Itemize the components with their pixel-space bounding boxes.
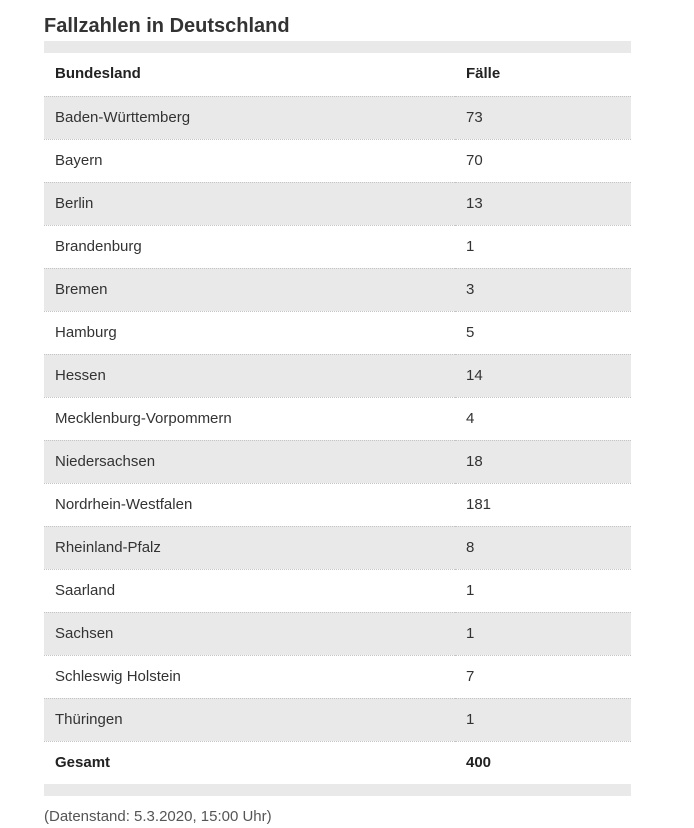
- table-row: [44, 483, 631, 526]
- cases-cell: 18: [455, 440, 631, 483]
- table-header-row: [44, 53, 631, 96]
- table-row: [44, 225, 631, 268]
- cases-cell: 5: [455, 311, 631, 354]
- cases-cell: 13: [455, 182, 631, 225]
- state-cell: Nordrhein-Westfalen: [44, 483, 455, 526]
- state-cell: Baden-Württemberg: [44, 96, 455, 139]
- cases-cell: 70: [455, 139, 631, 182]
- table-top-band: [44, 41, 631, 53]
- state-cell: Mecklenburg-Vorpommern: [44, 397, 455, 440]
- cases-cell: 8: [455, 526, 631, 569]
- cases-cell: 73: [455, 96, 631, 139]
- table-row: [44, 96, 631, 139]
- cases-cell: 7: [455, 655, 631, 698]
- state-cell: Rheinland-Pfalz: [44, 526, 455, 569]
- total-cases: 400: [455, 741, 631, 784]
- page-title: Fallzahlen in Deutschland: [44, 15, 290, 37]
- table-row: [44, 397, 631, 440]
- state-cell: Hessen: [44, 354, 455, 397]
- state-cell: Niedersachsen: [44, 440, 455, 483]
- cases-cell: 14: [455, 354, 631, 397]
- column-header-faelle: Fälle: [455, 53, 631, 96]
- table-row: [44, 526, 631, 569]
- data-status-note: (Datenstand: 5.3.2020, 15:00 Uhr): [44, 808, 272, 825]
- cases-cell: 181: [455, 483, 631, 526]
- state-cell: Berlin: [44, 182, 455, 225]
- case-table-container: [44, 41, 631, 796]
- case-table: [44, 53, 631, 784]
- cases-cell: 1: [455, 225, 631, 268]
- column-header-bundesland: Bundesland: [44, 53, 455, 96]
- table-bottom-band: [44, 784, 631, 796]
- table-row: [44, 182, 631, 225]
- table-row: [44, 311, 631, 354]
- cases-cell: 4: [455, 397, 631, 440]
- total-row: [44, 741, 631, 784]
- total-label: Gesamt: [44, 741, 455, 784]
- table-row: [44, 268, 631, 311]
- cases-cell: 1: [455, 612, 631, 655]
- state-cell: Bremen: [44, 268, 455, 311]
- state-cell: Schleswig Holstein: [44, 655, 455, 698]
- state-cell: Bayern: [44, 139, 455, 182]
- state-cell: Saarland: [44, 569, 455, 612]
- cases-cell: 1: [455, 569, 631, 612]
- state-cell: Hamburg: [44, 311, 455, 354]
- cases-cell: 1: [455, 698, 631, 741]
- table-row: [44, 698, 631, 741]
- table-row: [44, 612, 631, 655]
- table-row: [44, 569, 631, 612]
- state-cell: Brandenburg: [44, 225, 455, 268]
- state-cell: Thüringen: [44, 698, 455, 741]
- state-cell: Sachsen: [44, 612, 455, 655]
- table-row: [44, 440, 631, 483]
- table-row: [44, 354, 631, 397]
- cases-cell: 3: [455, 268, 631, 311]
- table-row: [44, 139, 631, 182]
- table-row: [44, 655, 631, 698]
